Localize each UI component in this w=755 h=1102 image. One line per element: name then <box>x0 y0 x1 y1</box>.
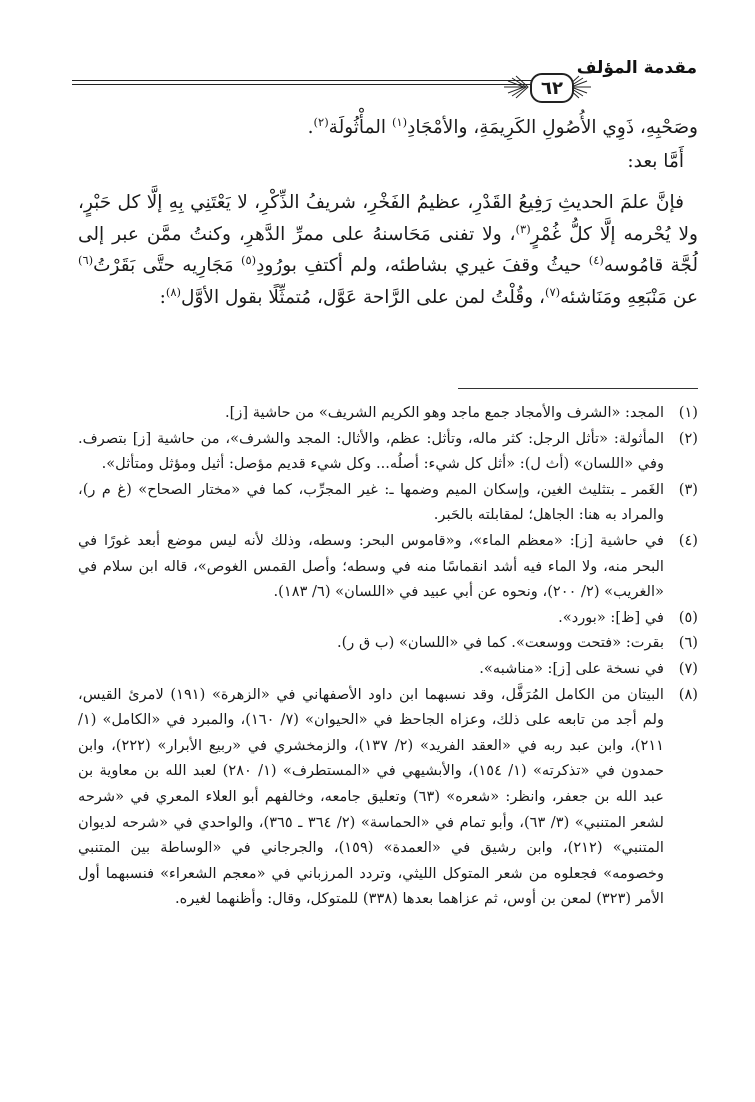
footnote-number: (٥) <box>678 608 698 626</box>
footnote-ref-5: (٥) <box>240 252 257 267</box>
footnote-text: في نسخة على [ز]: «مناشبه». <box>479 659 664 677</box>
footnote-ref-1: (١) <box>391 114 408 129</box>
footnote-ref-6: (٦) <box>78 252 94 267</box>
footnote-item <box>78 605 698 631</box>
footnote-ref-7: (٧) <box>544 284 561 299</box>
footnote-number: (٢) <box>678 429 698 447</box>
main-text-5: عن مَنْبَعِهِ ومَنَاشئه <box>560 286 698 308</box>
footnote-number: (١) <box>678 404 698 421</box>
main-paragraph <box>78 187 698 313</box>
footnote-text: بقرت: «فتحت ووسعت». كما في «اللسان» (ب ق ر). <box>336 634 664 652</box>
footnote-number: (٦) <box>678 634 698 652</box>
main-text <box>78 112 698 313</box>
footnote-number: (٧) <box>678 659 698 677</box>
header-rule-double <box>72 84 569 85</box>
main-text-3: حيثُ وقفَ غيري بشاطئه، ولم أكتفِ بورُودِ <box>256 255 589 276</box>
footnote-number: (٤) <box>678 531 698 549</box>
header-rule <box>72 80 569 81</box>
footnote-item <box>78 426 698 477</box>
footnote-number: (٣) <box>678 480 698 498</box>
main-text-7: : <box>159 286 166 308</box>
footnote-text: البيتان من الكامل المُرَفَّل، وقد نسبهما ابن داود الأصفهاني في «الزهرة» (١٩١) لامرئ القيس، ولم أجد من تابعه على ذلك، وعزاه الجاحظ في «الحيوان» (٧/ ١٦٠)، والمبرد في «الكامل» (١/ ٢١١)، وابن عبد ربه في «العقد الفريد» (٢/ ١٣٧)، والزمخشري في «ربيع الأبرار» (٢٢٢)، وابن حمدون في «تذكرته» (١/ ١٥٤)، والأبشيهي في «المستطرف» (١/ ٢٨٠) لعبد الله بن معاوية بن عبد الله بن جعفر، وانظر: «شعره» (٦٣) وتعليق جامعه، وخالفهم أبو العلاء المعري في «شرحه لشعر المتنبي» (٣/ ٦٣)، وأبو تمام في «الحماسة» (٢/ ٣٦٤ ـ ٣٦٥)، والواحدي في «شرحه لديوان المتنبي» (٢١٢)، وابن رشيق في «العمدة» (١٥٩)، والجرجاني في «الوساطة بين المتنبي وخصومه» فجعلوه من شعر المتوكل الليثي، وتردد المرزباني في «معجم الشعراء» فنسبهما أول الأمر (٣٢٣) لمعن بن أوس، ثم عزاهما بعدها (٣٣٨) للمتوكل، وقال: وأظنهما لغيره. <box>78 685 665 908</box>
footnote-item <box>78 477 698 528</box>
main-text-1: فإنَّ علمَ الحديثِ رَفِيعُ القَدْرِ، عظيمُ الفَخْرِ، شريفُ الذِّكْرِ، لا يَعْتَنِي بِهِ إلَّا كل حَبْرٍ، ولا يُحْرمه إلَّا كلُّ غُمْرٍ <box>78 192 698 245</box>
footnote-ref-8: (٨) <box>165 284 182 299</box>
opening-text: وصَحْبِهِ، ذَوِي الأُصُولِ الكَرِيمَةِ، والأمْجَادِ <box>407 117 698 138</box>
footnote-separator <box>458 388 698 389</box>
header-title: مقدمة المؤلف <box>576 58 697 78</box>
main-text-2: ، ولا تفنى مَحَاسنهُ على ممرِّ الدَّهرِ، وكنتُ ممَّن عبر إلى لُجَّة قامُوسه <box>78 223 699 276</box>
footnote-text: المجد: «الشرف والأمجاد جمع ماجد وهو الكريم الشريف» من حاشية [ز]. <box>225 404 664 421</box>
footnote-item <box>78 682 698 912</box>
footnote-ref-4: (٤) <box>588 252 604 267</box>
footnote-text: في [ظ]: «بورد». <box>558 608 664 626</box>
page-header <box>72 58 697 92</box>
footnote-ref-3: (٣) <box>515 221 531 236</box>
footnote-text: الغَمر ـ بتثليث الغين، وإسكان الميم وضمها ـ: غير المجرِّب، كما في «مختار الصحاح» (غ م ر)، والمراد به هنا: الجاهل؛ لمقابلته بالحَبر. <box>78 480 664 524</box>
footnote-item <box>78 630 698 656</box>
footnote-ref-2: (٢) <box>313 114 329 129</box>
footnote-number: (٨) <box>678 685 698 703</box>
amma-bad: أَمَّا بعد: <box>627 150 684 172</box>
main-text-4: مَجَارِيه حتَّى بَقَرْتُ <box>93 255 241 276</box>
main-text-6: ، وقُلْتُ لمن على الرَّاحة عَوَّل، مُتمثِّلًا بقول الأوَّل <box>181 286 545 308</box>
footnote-text: في حاشية [ز]: «معظم الماء»، و«قاموس البحر: وسطه، وذلك لأنه ليس موضع أبعد غورًا في البحر منه، ولا الماء فيه أشد انقماسًا منه في وسطه؛ وأصل القمس الغوص»، قاله ابن سلام في «الغريب» (٢/ ٢٠٠)، ونحوه عن أبي عبيد في «اللسان» (٦/ ١٨٣). <box>78 531 664 601</box>
page-number: ٦٢ <box>530 73 574 103</box>
opening-text-mid: المأْثُولَة <box>328 117 392 138</box>
footnote-item <box>78 400 698 426</box>
footnote-text: المأثولة: «تأثل الرجل: كثر ماله، وتأثل: عظم، والأثال: المجد والشرف»، من حاشية [ز] بتصرف. وفي «اللسان» (أث ل): «أثل كل شيء: أصلُه... وكل شيء قديم مؤصل: أثيل ومؤثل ومتأثل». <box>78 429 664 473</box>
opening-paragraph <box>78 112 698 144</box>
footnote-item <box>78 656 698 682</box>
opening-text-end: . <box>307 117 314 138</box>
footnotes <box>78 400 698 912</box>
footnote-item <box>78 528 698 605</box>
